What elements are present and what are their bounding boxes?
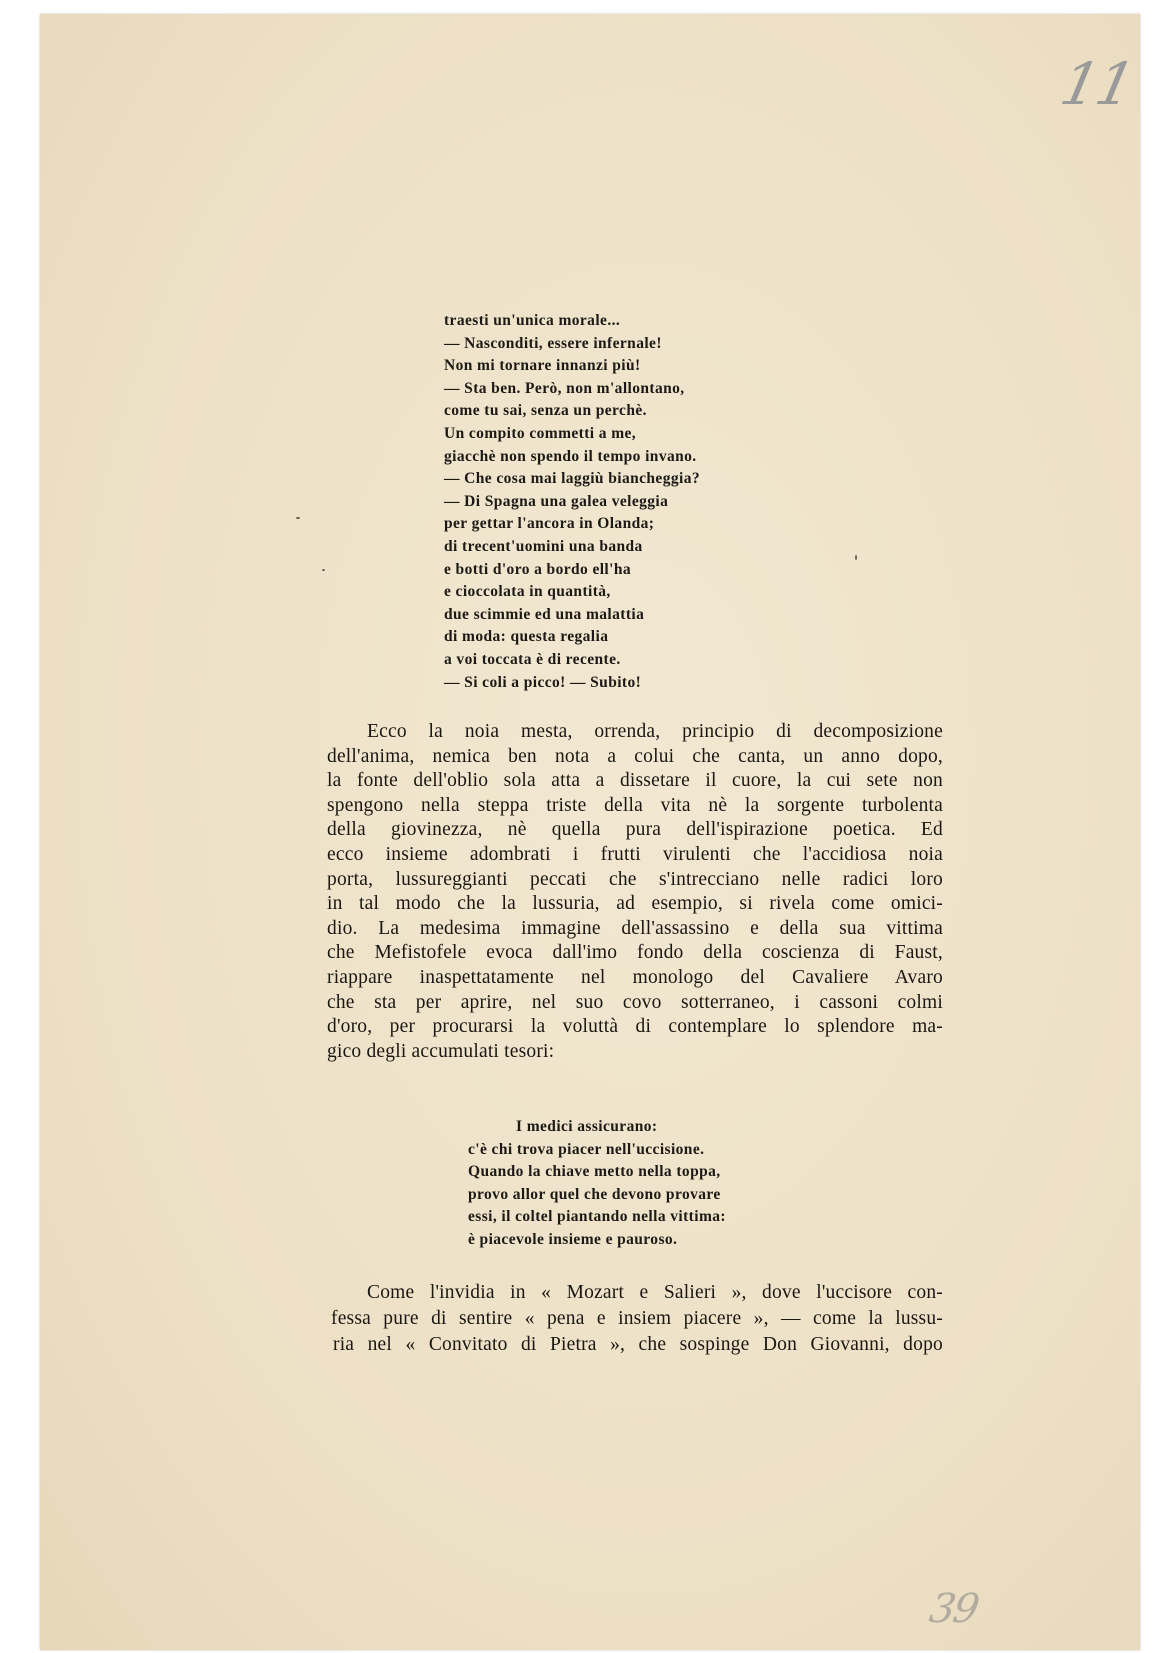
verse-line: di trecent'uomini una banda xyxy=(444,537,643,555)
prose-line: porta, lussureggianti peccati che s'intrecciano nelle radici loro xyxy=(327,868,943,890)
prose-line: che Mefistofele evoca dall'imo fondo della coscienza di Faust, xyxy=(327,942,943,964)
prose-line: in tal modo che la lussuria, ad esempio, si rivela come omici- xyxy=(327,893,943,915)
verse-line: per gettar l'ancora in Olanda; xyxy=(444,515,655,533)
verse-line: due scimmie ed una malattia xyxy=(444,605,645,623)
verse-line: — Sta ben. Però, non m'allontano, xyxy=(444,379,685,397)
verse-line: e botti d'oro a bordo ell'ha xyxy=(444,560,632,578)
verse-line: Non mi tornare innanzi più! xyxy=(444,357,641,375)
verse-line: — Nasconditi, essere infernale! xyxy=(444,334,662,352)
verse-line: provo allor quel che devono provare xyxy=(468,1185,721,1203)
verse-line: giacchè non spendo il tempo invano. xyxy=(444,447,697,465)
verse-line: come tu sai, senza un perchè. xyxy=(444,402,647,420)
verse-line: — Si coli a picco! — Subito! xyxy=(444,673,642,691)
prose-line: spengono nella steppa triste della vita nè la sorgente turbolenta xyxy=(327,794,943,816)
prose-line: gico degli accumulati tesori: xyxy=(327,1040,555,1062)
prose-paragraph-1 xyxy=(327,720,943,1064)
prose-line: Ecco la noia mesta, orrenda, principio di decomposizione xyxy=(367,721,943,742)
prose-line: Come l'invidia in « Mozart e Salieri », dove l'uccisore con- xyxy=(367,1282,943,1303)
folio-number-bottom: 39 xyxy=(925,1586,981,1632)
verse-line: c'è chi trova piacer nell'uccisione. xyxy=(468,1140,705,1158)
prose-line: che sta per aprire, nel suo covo sotterraneo, i cassoni colmi xyxy=(327,991,943,1013)
prose-line: d'oro, per procurarsi la voluttà di contemplare lo splendore ma- xyxy=(327,1016,943,1038)
document-page xyxy=(40,14,1140,1650)
prose-line: riappare inaspettatamente nel monologo del Cavaliere Avaro xyxy=(327,966,943,988)
paper-speck xyxy=(296,517,300,519)
verse-line: di moda: questa regalia xyxy=(444,628,609,646)
paper-speck xyxy=(855,555,857,560)
prose-line: la fonte dell'oblio sola atta a dissetare il cuore, la cui sete non xyxy=(327,770,943,792)
verse-line: I medici assicurano: xyxy=(516,1118,658,1135)
verse-quotation-1 xyxy=(444,310,700,694)
prose-line: ecco insieme adombrati i frutti virulenti che l'accidiosa noia xyxy=(327,843,943,865)
verse-line: e cioccolata in quantità, xyxy=(444,583,611,601)
paper-speck xyxy=(322,569,325,571)
verse-line: è piacevole insieme e pauroso. xyxy=(468,1230,678,1248)
prose-line: ria nel « Convitato di Pietra », che sospinge Don Giovanni, dopo xyxy=(333,1334,943,1355)
verse-line: a voi toccata è di recente. xyxy=(444,650,621,668)
prose-line: dell'anima, nemica ben nota a colui che canta, un anno dopo, xyxy=(327,745,943,767)
verse-line: Quando la chiave metto nella toppa, xyxy=(468,1163,721,1181)
verse-line: traesti un'unica morale... xyxy=(444,312,621,329)
folio-number-top: 11 xyxy=(1054,50,1140,118)
prose-paragraph-2 xyxy=(327,1280,943,1358)
verse-quotation-2 xyxy=(468,1116,726,1252)
prose-line: dio. La medesima immagine dell'assassino e della sua vittima xyxy=(327,917,943,939)
prose-line: della giovinezza, nè quella pura dell'ispirazione poetica. Ed xyxy=(327,819,943,841)
verse-line: Un compito commetti a me, xyxy=(444,424,637,442)
verse-line: — Di Spagna una galea veleggia xyxy=(444,492,669,510)
prose-line: fessa pure di sentire « pena e insiem piacere », — come la lussu- xyxy=(331,1308,943,1329)
verse-line: essi, il coltel piantando nella vittima: xyxy=(468,1208,726,1226)
verse-line: — Che cosa mai laggiù biancheggia? xyxy=(444,470,701,488)
